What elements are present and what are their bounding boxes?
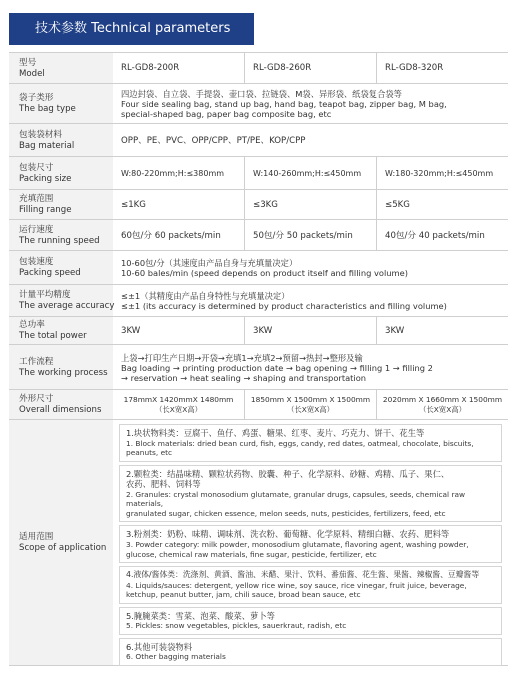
- process-value: [113, 345, 508, 389]
- row-label: [9, 220, 113, 250]
- value-line: 上袋→打印生产日期→开袋→充填1→充填2→预留→热封→整形及输: [121, 352, 363, 363]
- scope-item-zh: 农药、肥料、饲料等: [126, 479, 201, 490]
- scope-item-en: 4. Liquids/sauces: detergent, yellow rice wine, soy sauce, rice vinegar, fruit juice, beverage,: [126, 580, 467, 590]
- label-zh: 工作流程: [19, 356, 54, 367]
- value-line: ≤±1（其精度由产品自身特性与充填量决定）: [121, 291, 290, 301]
- model-cell-1: RL-GD8-200R: [121, 63, 180, 73]
- label-zh: 外形尺寸: [19, 394, 54, 404]
- filling-range-cell-3: ≤5KG: [376, 190, 508, 219]
- table-row-scope: [9, 420, 508, 666]
- scope-item-block: [119, 424, 502, 462]
- label-zh: 计量平均精度: [19, 290, 71, 300]
- value-line: 10-60 bales/min (speed depends on product itself and filling volume): [121, 268, 408, 278]
- dimensions-cell-2: [244, 390, 376, 419]
- dimension-value: 1850mm X 1500mm X 1500mm: [250, 394, 371, 404]
- scope-item-other: [119, 638, 502, 666]
- filling-range-cell-2: ≤3KG: [244, 190, 376, 219]
- label-en: The working process: [19, 367, 108, 378]
- scope-item-pickles: [119, 607, 502, 635]
- value-line: → reservation → heat sealing → shaping and transportation: [121, 372, 367, 383]
- packing-speed-value: [113, 251, 508, 284]
- dimensions-cell-3: [376, 390, 508, 419]
- scope-item-en: 1. Block materials: dried bean curd, fish, eggs, candy, red dates, oatmeal, chocolate, biscuits, peanuts, etc: [126, 438, 474, 458]
- scope-item-en: 5. Pickles: snow vegetables, pickles, sauerkraut, radish, etc: [126, 621, 347, 631]
- label-en: Model: [19, 68, 45, 79]
- row-label: [9, 317, 113, 344]
- dimension-value: 178mmX 1420mmX 1480mm: [123, 394, 234, 404]
- row-label: [9, 285, 113, 316]
- scope-item-zh: 3.粉剂类：奶粉、味精、调味剂、洗衣粉、葡萄糖、化学原料、精细白糖、农药、肥料等: [126, 529, 450, 540]
- scope-item-zh: 6.其他可装袋物料: [126, 641, 192, 652]
- scope-item-granules: [119, 465, 502, 523]
- row-label: [9, 190, 113, 219]
- power-cell-2: 3KW: [244, 317, 376, 344]
- running-speed-cell-3: 40包/分 40 packets/min: [376, 220, 508, 250]
- row-label: [9, 53, 113, 83]
- table-row-running-speed: [9, 220, 508, 251]
- page-title: 技术参数 Technical parameters: [9, 13, 254, 45]
- label-en: Packing speed: [19, 268, 81, 278]
- running-speed-cell-1: 60包/分 60 packets/min: [121, 231, 221, 241]
- row-label: [9, 420, 113, 665]
- running-speed-cell-2: 50包/分 50 packets/min: [244, 220, 376, 250]
- row-label: [9, 84, 113, 123]
- scope-item-zh: 1.块状物料类：豆腐干、鱼仔、鸡蛋、糖果、红枣、麦片、巧克力、饼干、花生等: [126, 428, 425, 438]
- row-label: [9, 390, 113, 419]
- table-row-packing-speed: [9, 251, 508, 285]
- value-line: ≤±1 (its accuracy is determined by product characteristics and filling volume): [121, 301, 447, 311]
- scope-item-zh: 2.颗粒类：结晶味精、颗粒状药物、胶囊、种子、化学原料、砂糖、鸡精、瓜子、果仁、: [126, 468, 450, 479]
- scope-item-en: ketchup, peanut butter, jam, chili sauce, broad bean sauce, etc: [126, 590, 361, 600]
- dimension-note: （长X宽X高）: [154, 404, 203, 414]
- label-zh: 运行速度: [19, 224, 54, 235]
- scope-item-liquids: [119, 566, 502, 604]
- table-row-process: [9, 345, 508, 390]
- table-row-bag-size: [9, 157, 508, 190]
- label-zh: 包装尺寸: [19, 162, 54, 173]
- label-zh: 型号: [19, 57, 37, 68]
- bag-size-cell-3: W:180-320mm;H:≤450mm: [376, 157, 508, 189]
- scope-item-en: glucose, chemical raw materials, fine sugar, pesticide, fertilizer, etc: [126, 549, 377, 559]
- scope-item-en: 6. Other bagging materials: [126, 652, 226, 662]
- bag-size-cell-1: W:80-220mm;H:≤380mm: [121, 168, 225, 178]
- scope-list: [113, 420, 508, 665]
- table-row-power: [9, 317, 508, 345]
- row-label: [9, 251, 113, 284]
- filling-range-cell-1: ≤1KG: [121, 199, 146, 210]
- dimension-value: 2020mm X 1660mm X 1500mm: [382, 394, 503, 404]
- spec-table: [9, 52, 508, 666]
- label-en: Bag material: [19, 140, 75, 151]
- model-cell-3: RL-GD8-320R: [376, 53, 508, 83]
- table-row-model: [9, 53, 508, 84]
- label-en: Packing size: [19, 173, 72, 184]
- power-cell-3: 3KW: [376, 317, 508, 344]
- label-en: The total power: [19, 331, 87, 341]
- label-en: Scope of application: [19, 543, 107, 553]
- bag-type-value: [113, 84, 508, 123]
- label-zh: 包装速度: [19, 257, 54, 267]
- label-zh: 充填范围: [19, 194, 54, 204]
- row-label: [9, 345, 113, 389]
- label-zh: 适用范围: [19, 532, 54, 542]
- bag-size-cell-2: W:140-260mm;H:≤450mm: [244, 157, 376, 189]
- row-label: [9, 124, 113, 156]
- table-row-bag-material: [9, 124, 508, 157]
- scope-item-en: 3. Powder category: milk powder, monosodium glutamate, flavoring agent, washing powder,: [126, 539, 469, 549]
- value-line: Four side sealing bag, stand up bag, hand bag, teapot bag, zipper bag, M bag,: [121, 99, 447, 109]
- dimension-note: （长X宽X高）: [418, 404, 467, 414]
- value-line: 四边封袋、自立袋、手提袋、壶口袋、拉链袋、M袋、异形袋、纸袋复合袋等: [121, 89, 402, 99]
- label-zh: 袋子类形: [19, 93, 54, 103]
- scope-item-zh: 5.腌腌菜类：雪菜、泡菜、酸菜、萝卜等: [126, 610, 275, 621]
- scope-item-en: 2. Granules: crystal monosodium glutamate, granular drugs, capsules, seeds, chemical raw materials,: [126, 489, 466, 509]
- scope-item-powder: [119, 525, 502, 563]
- label-zh: 总功率: [19, 320, 45, 330]
- dimensions-cell-1: [113, 390, 244, 419]
- scope-item-en: granulated sugar, chicken essence, melon seeds, nuts, pesticides, fertilizers, feed, etc: [126, 508, 446, 518]
- bag-material-value: OPP、PE、PVC、OPP/CPP、PT/PE、KOP/CPP: [121, 135, 306, 146]
- table-row-filling-range: [9, 190, 508, 220]
- value-line: special-shaped bag, paper bag composite bag, etc: [121, 109, 332, 119]
- model-cell-2: RL-GD8-260R: [244, 53, 376, 83]
- value-line: 10-60包/分（其速度由产品自身与充填量决定）: [121, 258, 298, 268]
- label-en: The running speed: [19, 235, 100, 246]
- value-line: Bag loading → printing production date → bag opening → filling 1 → filling 2: [121, 362, 433, 373]
- label-en: The average accuracy: [19, 301, 115, 311]
- dimension-note: （长X宽X高）: [286, 404, 335, 414]
- table-row-dimensions: [9, 390, 508, 420]
- label-en: The bag type: [19, 104, 76, 114]
- scope-item-zh: 4.液体/酱体类：洗涤剂、黄酒、酱油、米醋、果汁、饮料、番茄酱、花生酱、果酱、辣椒酱、豆瓣酱等: [126, 570, 480, 580]
- table-row-accuracy: [9, 285, 508, 317]
- label-en: Filling range: [19, 205, 72, 215]
- label-en: Overall dimensions: [19, 405, 102, 415]
- table-row-bag-type: [9, 84, 508, 124]
- accuracy-value: [113, 285, 508, 316]
- label-zh: 包装袋材料: [19, 129, 62, 140]
- row-label: [9, 157, 113, 189]
- power-cell-1: 3KW: [121, 325, 141, 336]
